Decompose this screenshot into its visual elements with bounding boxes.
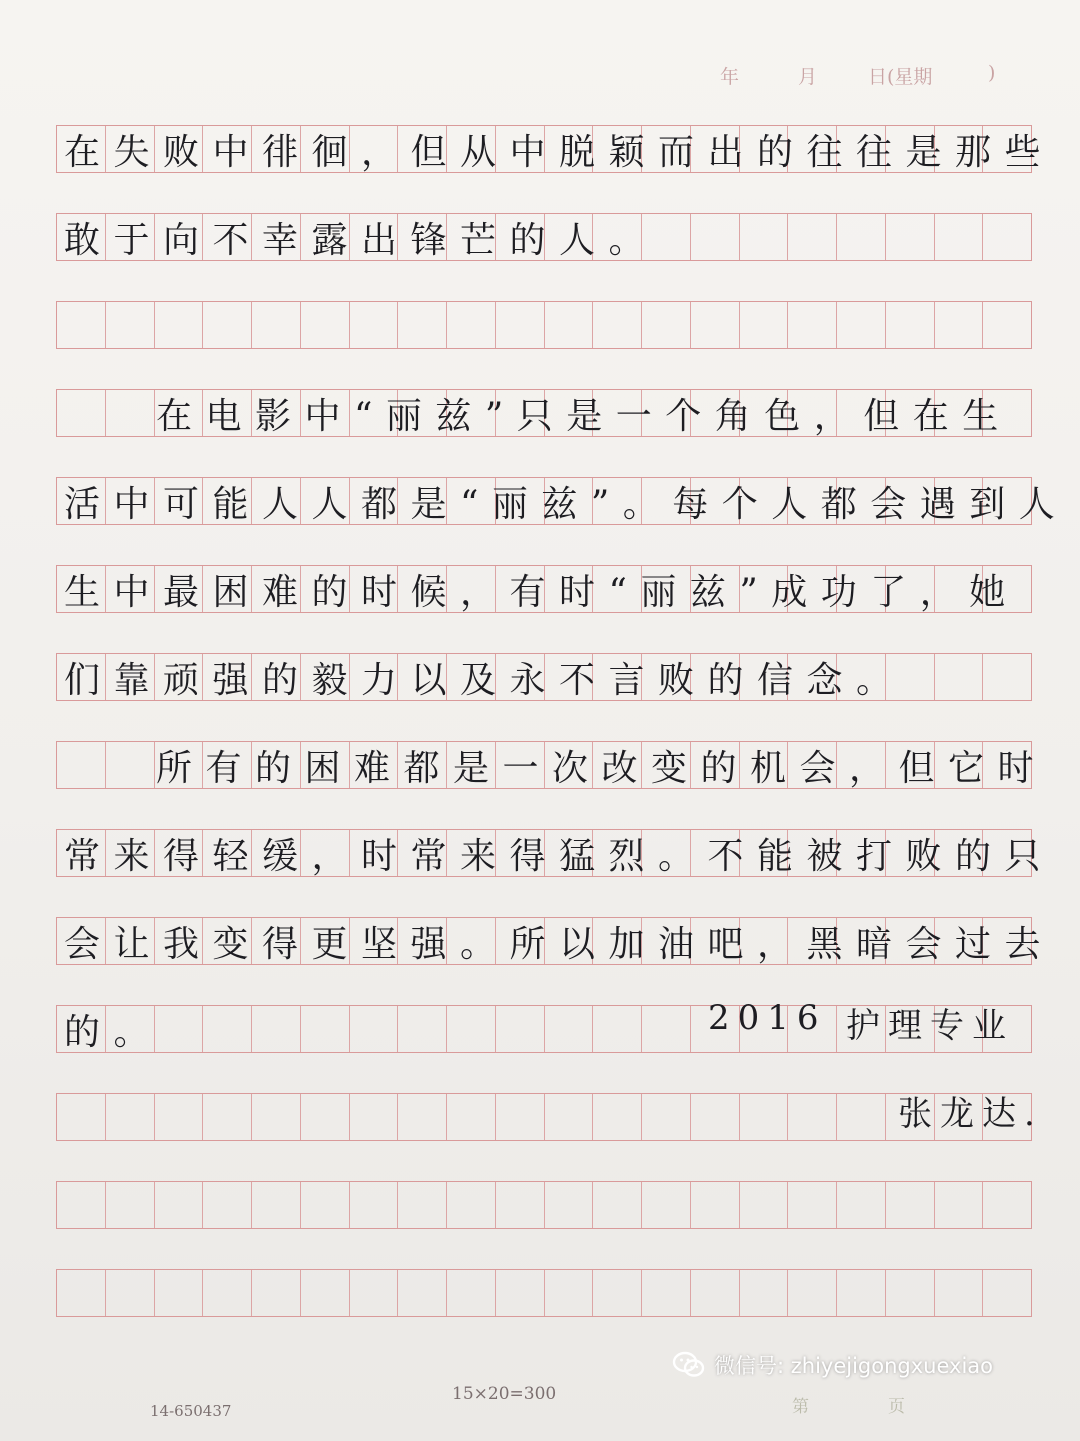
grid-cell [545, 1182, 594, 1228]
grid-cell [106, 390, 155, 436]
wechat-watermark [672, 1350, 993, 1380]
grid-cell [301, 302, 350, 348]
grid-cell [155, 1094, 204, 1140]
grid-cell [983, 302, 1031, 348]
grid-cell [447, 1006, 496, 1052]
page-number [792, 1392, 905, 1417]
grid-cell [447, 1182, 496, 1228]
grid-row [56, 1269, 1032, 1317]
grid-cell [106, 742, 155, 788]
grid-cell [837, 302, 886, 348]
watermark-text: 微信号: zhiyejigongxuexiao [714, 1354, 994, 1378]
grid-cell [740, 1094, 789, 1140]
grid-cell [496, 1006, 545, 1052]
grid-cell [301, 1182, 350, 1228]
grid-cell [837, 214, 886, 260]
text-line: 生中最困难的时候，有时“丽兹”成功了，她 [64, 571, 1019, 613]
grid-cell [106, 1182, 155, 1228]
text-line: 在电影中“丽兹”只是一个角色，但在生 [156, 395, 1012, 437]
grid-cell [252, 1270, 301, 1316]
grid-cell [350, 1006, 399, 1052]
grid-cell [935, 654, 984, 700]
signature-class: 2016 [708, 998, 827, 1038]
grid-cell [545, 302, 594, 348]
grid-cell [203, 1006, 252, 1052]
grid-cell [57, 1182, 106, 1228]
year-label: 年 [720, 66, 740, 88]
grid-cell [301, 1270, 350, 1316]
grid-cell [593, 1094, 642, 1140]
text-line: 的。 [64, 1011, 164, 1053]
page-suffix: 页 [888, 1397, 905, 1417]
grid-cell [350, 1094, 399, 1140]
grid-cell [593, 1006, 642, 1052]
grid-cell [886, 302, 935, 348]
grid-cell [155, 1182, 204, 1228]
signature-name: 张龙达. [898, 1094, 1043, 1134]
grid-cell [57, 390, 106, 436]
grid-cell [301, 1094, 350, 1140]
grid-cell [642, 1182, 691, 1228]
grid-cell [642, 1094, 691, 1140]
grid-cell [691, 214, 740, 260]
grid-cell [593, 302, 642, 348]
grid-cell [398, 302, 447, 348]
text-line: 在失败中徘徊，但从中脱颖而出的往往是那些 [64, 131, 1055, 173]
grid-cell [203, 302, 252, 348]
grid-cell [57, 1094, 106, 1140]
grid-cell [886, 214, 935, 260]
grid-cell [740, 302, 789, 348]
grid-cell [788, 1182, 837, 1228]
grid-cell [691, 302, 740, 348]
date-header [720, 62, 1008, 89]
grid-cell [203, 1094, 252, 1140]
grid-cell [301, 1006, 350, 1052]
wechat-icon [672, 1350, 706, 1380]
signature-major: 护理专业 [846, 1006, 1014, 1046]
grid-cell [545, 1094, 594, 1140]
text-line: 活中可能人人都是“丽兹”。每个人都会遇到人 [64, 483, 1069, 525]
grid-cell [155, 302, 204, 348]
grid-cell [252, 302, 301, 348]
grid-cell [57, 302, 106, 348]
grid-cell [691, 1270, 740, 1316]
grid-cell [496, 1094, 545, 1140]
grid-cell [788, 302, 837, 348]
grid-cell [935, 302, 984, 348]
grid-cell [642, 302, 691, 348]
grid-cell [398, 1270, 447, 1316]
grid-cell [593, 1182, 642, 1228]
grid-count: 15×20=300 [452, 1384, 557, 1404]
grid-cell [691, 1094, 740, 1140]
text-line: 所有的困难都是一次改变的机会，但它时 [156, 747, 1048, 789]
grid-cell [252, 1094, 301, 1140]
page-prefix: 第 [792, 1397, 809, 1417]
grid-cell [106, 1270, 155, 1316]
grid-cell [57, 1270, 106, 1316]
grid-cell [447, 302, 496, 348]
grid-cell [983, 654, 1031, 700]
grid-cell [788, 214, 837, 260]
grid-cell [496, 1182, 545, 1228]
grid-cell [398, 1006, 447, 1052]
day-label: 日(星期 [868, 66, 933, 88]
grid-cell [837, 1094, 886, 1140]
grid-cell [496, 302, 545, 348]
grid-cell [545, 1006, 594, 1052]
grid-cell [350, 302, 399, 348]
grid-cell [252, 1006, 301, 1052]
text-line: 会让我变得更坚强。所以加油吧，黑暗会过去 [64, 923, 1055, 965]
grid-cell [740, 214, 789, 260]
grid-cell [106, 1094, 155, 1140]
grid-cell [106, 302, 155, 348]
text-line: 常来得轻缓，时常来得猛烈。不能被打败的只 [64, 835, 1055, 877]
grid-cell [447, 1094, 496, 1140]
grid-cell [740, 1182, 789, 1228]
grid-cell [837, 1182, 886, 1228]
grid-cell [203, 1270, 252, 1316]
grid-cell [203, 1182, 252, 1228]
grid-cell [57, 742, 106, 788]
grid-cell [496, 1270, 545, 1316]
grid-row [56, 301, 1032, 349]
month-label: 月 [798, 66, 818, 88]
grid-cell [642, 1270, 691, 1316]
grid-cell [545, 1270, 594, 1316]
day-close: ) [988, 62, 996, 84]
text-line: 敢于向不幸露出锋芒的人。 [64, 219, 659, 261]
grid-cell [252, 1182, 301, 1228]
grid-cell [983, 1270, 1031, 1316]
grid-cell [788, 1270, 837, 1316]
grid-cell [350, 1270, 399, 1316]
grid-cell [886, 1270, 935, 1316]
grid-cell [935, 1182, 984, 1228]
grid-row [56, 1093, 1032, 1141]
grid-cell [740, 1270, 789, 1316]
grid-cell [837, 1270, 886, 1316]
grid-cell [398, 1182, 447, 1228]
grid-cell [983, 214, 1031, 260]
paper-code: 14-650437 [150, 1402, 232, 1420]
grid-row [56, 1181, 1032, 1229]
grid-cell [983, 1182, 1031, 1228]
grid-cell [642, 1006, 691, 1052]
grid-cell [593, 1270, 642, 1316]
grid-cell [350, 1182, 399, 1228]
grid-cell [886, 1182, 935, 1228]
grid-cell [447, 1270, 496, 1316]
grid-cell [788, 1094, 837, 1140]
grid-cell [935, 214, 984, 260]
grid-cell [155, 1270, 204, 1316]
grid-cell [691, 1182, 740, 1228]
grid-cell [935, 1270, 984, 1316]
grid-cell [398, 1094, 447, 1140]
text-line: 们靠顽强的毅力以及永不言败的信念。 [64, 659, 906, 701]
